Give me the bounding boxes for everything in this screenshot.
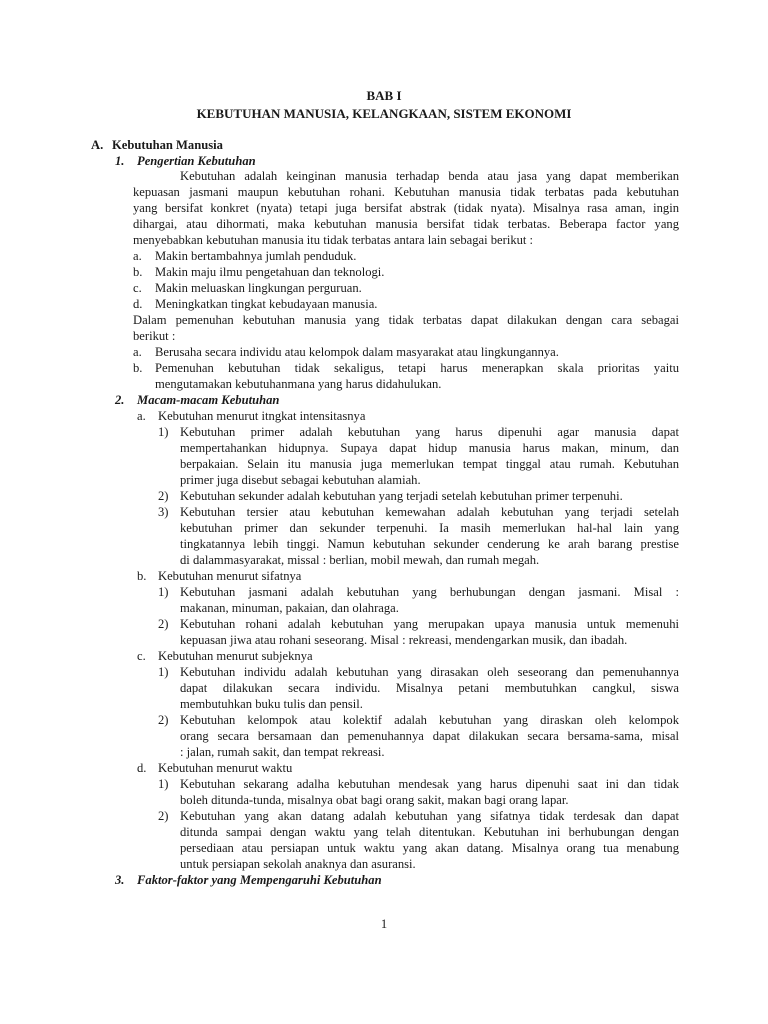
item-marker: 2): [158, 617, 169, 631]
item-line: Kebutuhan primer adalah kebutuhan yang harus dipenuhi agar manusia dapat: [180, 425, 679, 439]
item-line: orang secara bersamaan dan pemenuhannya dapat dilakukan secara bersama-sama, misal: [180, 729, 679, 743]
list-marker: d.: [133, 297, 143, 311]
item-marker: 2): [158, 489, 169, 503]
item-line: dapat dilakukan secara individu. Misalnya petani membutuhkan cangkul, siswa: [180, 681, 679, 695]
item-marker: 1): [158, 665, 169, 679]
item-line: membutuhkan buku tulis dan pensil.: [180, 697, 363, 711]
item-marker: 3): [158, 505, 169, 519]
chapter-label: BAB I: [366, 88, 402, 103]
group-marker: d.: [137, 761, 147, 775]
item-line: berpakaian. Selain itu manusia juga memerlukan tempat tinggal atau rumah. Kebutuhan: [180, 457, 679, 471]
item-line: ditunda sampai dengan waktu yang telah ditentukan. Kebutuhan ini berhubungan dengan: [180, 825, 679, 839]
list-marker: b.: [133, 361, 143, 375]
section-a-marker: A.: [91, 138, 104, 152]
group-marker: a.: [137, 409, 146, 423]
group-heading: Kebutuhan menurut sifatnya: [158, 569, 302, 583]
subsection-2-heading: Macam-macam Kebutuhan: [137, 393, 280, 407]
list-marker: c.: [133, 281, 142, 295]
section-a-heading: Kebutuhan Manusia: [112, 138, 223, 152]
item-line: Kebutuhan rohani adalah kebutuhan yang merupakan upaya manusia untuk memenuhi: [180, 617, 679, 631]
item-line: kepuasan jiwa atau rohani seseorang. Misal : rekreasi, mendengarkan musik, dan ibadah.: [180, 633, 628, 647]
item-marker: 1): [158, 585, 169, 599]
subsection-2-marker: 2.: [115, 393, 125, 407]
item-line: mempertahankan hidupnya. Supaya dapat hidup manusia harus makan, minum, dan: [180, 441, 679, 455]
item-line: kebutuhan primer dan sekunder terpenuhi. Ia masih memerlukan hal-hal lain yang: [180, 521, 679, 535]
list-item: Makin bertambahnya jumlah penduduk.: [155, 249, 357, 263]
paragraph-line: Kebutuhan adalah keinginan manusia terhadap benda atau jasa yang dapat memberikan: [180, 169, 679, 183]
paragraph-line: dihargai, atau dihormati, maka kebutuhan manusia bersifat tidak terbatas. Beberapa factor yang: [133, 217, 679, 231]
list-item: mengutamakan kebutuhanmana yang harus didahulukan.: [155, 377, 442, 391]
group-marker: b.: [137, 569, 147, 583]
item-line: Kebutuhan sekarang adalha kebutuhan mendesak yang harus dipenuhi saat ini dan tidak: [180, 777, 679, 791]
item-line: Kebutuhan individu adalah kebutuhan yang dirasakan oleh seseorang dan pemenuhannya: [180, 665, 679, 679]
subsection-3-marker: 3.: [115, 873, 125, 887]
paragraph-line: menyebabkan kebutuhan manusia itu tidak terbatas antara lain sebagai berikut :: [133, 233, 534, 247]
list-item: Makin meluaskan lingkungan perguruan.: [155, 281, 362, 295]
paragraph-line: kepuasan jasmani maupun kebutuhan rohani. Kebutuhan manusia tidak terbatas pada kebutuhan: [133, 185, 679, 199]
paragraph-line: Dalam pemenuhan kebutuhan manusia yang tidak terbatas dapat dilakukan dengan cara sebagai: [133, 313, 679, 327]
page-number: 1: [380, 917, 388, 931]
item-line: Kebutuhan kelompok atau kolektif adalah kebutuhan yang diraskan oleh kelompok: [180, 713, 679, 727]
list-item: Berusaha secara individu atau kelompok dalam masyarakat atau lingkungannya.: [155, 345, 559, 359]
list-item: Meningkatkan tingkat kebudayaan manusia.: [155, 297, 378, 311]
list-marker: a.: [133, 249, 142, 263]
paragraph-line: yang bersifat konkret (nyata) tetapi juga bersifat abstrak (tidak nyata). Misalnya rasa aman, ingin: [133, 201, 679, 215]
item-marker: 1): [158, 425, 169, 439]
item-line: tingkatannya lebih tinggi. Namun kebutuhan sekunder cenderung ke arah barang prestise: [180, 537, 679, 551]
item-line: boleh ditunda-tunda, misalnya obat bagi orang sakit, makan bagi orang lapar.: [180, 793, 569, 807]
item-line: Kebutuhan tersier atau kebutuhan kemewahan adalah kebutuhan yang terjadi setelah: [180, 505, 679, 519]
subsection-1-heading: Pengertian Kebutuhan: [137, 154, 256, 168]
item-marker: 2): [158, 713, 169, 727]
list-marker: b.: [133, 265, 143, 279]
group-heading: Kebutuhan menurut waktu: [158, 761, 293, 775]
item-line: Kebutuhan sekunder adalah kebutuhan yang terjadi setelah kebutuhan primer terpenuhi.: [180, 489, 623, 503]
paragraph-line: berikut :: [133, 329, 176, 343]
subsection-3-heading: Faktor-faktor yang Mempengaruhi Kebutuhan: [137, 873, 382, 887]
group-heading: Kebutuhan menurut itngkat intensitasnya: [158, 409, 366, 423]
item-line: Kebutuhan jasmani adalah kebutuhan yang berhubungan dengan jasmani. Misal :: [180, 585, 679, 599]
group-heading: Kebutuhan menurut subjeknya: [158, 649, 313, 663]
list-marker: a.: [133, 345, 142, 359]
list-item: Makin maju ilmu pengetahuan dan teknologi.: [155, 265, 385, 279]
item-line: untuk persiapan sekolah anaknya dan asuransi.: [180, 857, 416, 871]
item-line: Kebutuhan yang akan datang adalah kebutuhan yang sifatnya tidak terdesak dan dapat: [180, 809, 679, 823]
item-line: : jalan, rumah sakit, dan tempat rekreasi.: [180, 745, 385, 759]
item-marker: 2): [158, 809, 169, 823]
item-line: makanan, minuman, pakaian, dan olahraga.: [180, 601, 399, 615]
subsection-1-marker: 1.: [115, 154, 125, 168]
item-line: di dalammasyarakat, missal : berlian, mobil mewah, dan rumah megah.: [180, 553, 540, 567]
item-line: primer juga disebut sebagai kebutuhan alamiah.: [180, 473, 421, 487]
item-marker: 1): [158, 777, 169, 791]
chapter-title: KEBUTUHAN MANUSIA, KELANGKAAN, SISTEM EKONOMI: [196, 106, 572, 121]
item-line: persediaan atau persiapan untuk waktu yang akan datang. Misalnya orang tua menabung: [180, 841, 679, 855]
list-item: Pemenuhan kebutuhan tidak sekaligus, tetapi harus menerapkan skala prioritas yaitu: [155, 361, 679, 375]
group-marker: c.: [137, 649, 146, 663]
